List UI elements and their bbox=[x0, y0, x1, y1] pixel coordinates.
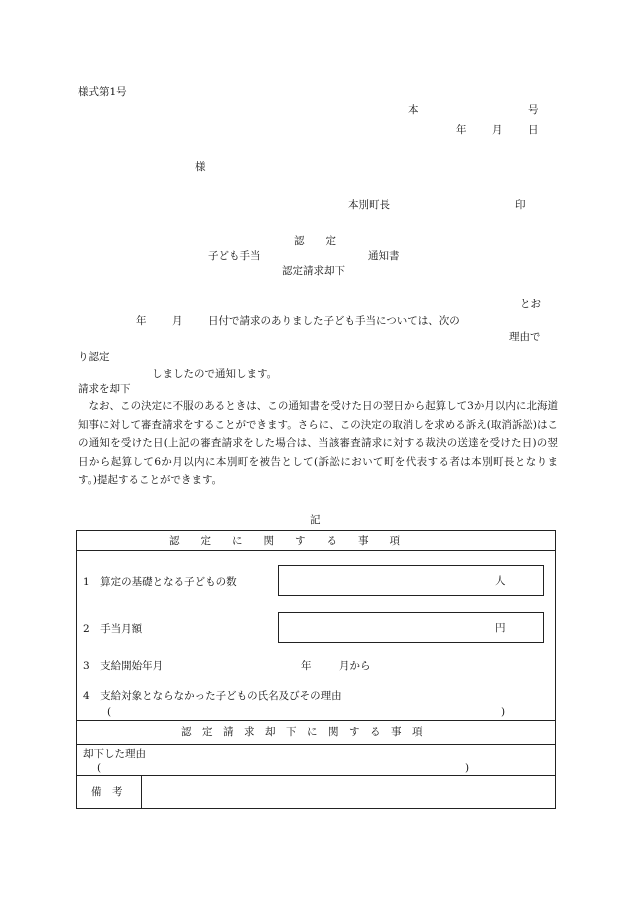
child-count-field[interactable] bbox=[278, 565, 544, 596]
item3-year: 年 bbox=[301, 660, 312, 672]
issuer-name: 本別町長 bbox=[348, 199, 390, 211]
date-day: 日 bbox=[528, 124, 539, 136]
reason-label: 却下した理由 bbox=[83, 748, 146, 760]
item1-unit: 人 bbox=[495, 575, 506, 587]
title-middle-right: 通知書 bbox=[368, 250, 400, 262]
divider bbox=[77, 744, 555, 745]
section1-header: 認 定 に 関 す る 事 項 bbox=[169, 535, 400, 547]
doc-number-prefix: 本 bbox=[408, 104, 419, 116]
remarks-label: 備 考 bbox=[91, 786, 123, 798]
item2-label: 2 手当月額 bbox=[83, 623, 143, 635]
doc-number-suffix: 号 bbox=[528, 104, 539, 116]
item3-label: 3 支給開始年月 bbox=[83, 660, 164, 672]
divider bbox=[77, 550, 555, 551]
body-line5-text: しましたので通知します。 bbox=[152, 368, 278, 380]
body-line2-year: 年 bbox=[136, 315, 147, 327]
date-month: 月 bbox=[492, 124, 503, 136]
item1-label: 1 算定の基礎となる子どもの数 bbox=[83, 576, 237, 588]
details-table bbox=[76, 530, 556, 809]
body-line2-month: 月 bbox=[172, 315, 183, 327]
reason-open-paren: ( bbox=[97, 762, 102, 774]
section2-header: 認 定 請 求 却 下 に 関 す る 事 項 bbox=[181, 726, 423, 738]
item4-close-paren: ) bbox=[501, 706, 506, 718]
item2-unit: 円 bbox=[495, 622, 506, 634]
issuer-seal: 印 bbox=[515, 199, 526, 211]
title-middle-left: 子ども手当 bbox=[208, 250, 261, 262]
divider bbox=[77, 720, 555, 721]
title-bottom: 認定請求却下 bbox=[282, 265, 345, 277]
body-line2-text: 日付で請求のありました子ども手当については、次の bbox=[208, 315, 460, 327]
item3-month-from: 月から bbox=[339, 660, 371, 672]
title-top: 認 定 bbox=[294, 235, 336, 247]
body-line1-right: とお bbox=[520, 298, 541, 310]
body-line3-right: 理由で bbox=[509, 331, 541, 343]
remarks-field[interactable] bbox=[142, 776, 555, 808]
body-line6-left: 請求を却下 bbox=[78, 383, 131, 395]
notice-paragraph: なお、この決定に不服のあるときは、この通知書を受けた日の翌日から起算して3か月以内に北海道知事に対して審査請求をすることができます。さらに、この決定の取消しを求める訴え(取消訴訟)はこの通知を受けた日(上記の審査請求をした場合は、当該審査請求に対する裁決の送達を受けた日)の翌日から起算して6か月以内に本別町を被告として(訴訟において町を代表する者は本別町長となります。)提起することができます。 bbox=[78, 400, 558, 486]
form-number: 様式第1号 bbox=[78, 86, 127, 98]
date-year: 年 bbox=[456, 124, 467, 136]
monthly-amount-field[interactable] bbox=[278, 612, 544, 643]
addressee-suffix: 様 bbox=[195, 161, 206, 173]
reason-close-paren: ) bbox=[465, 762, 470, 774]
item4-open-paren: ( bbox=[107, 706, 112, 718]
item4-label: 4 支給対象とならなかった子どもの氏名及びその理由 bbox=[83, 690, 342, 702]
body-line4-left: り認定 bbox=[78, 351, 110, 363]
record-mark: 記 bbox=[310, 514, 321, 526]
